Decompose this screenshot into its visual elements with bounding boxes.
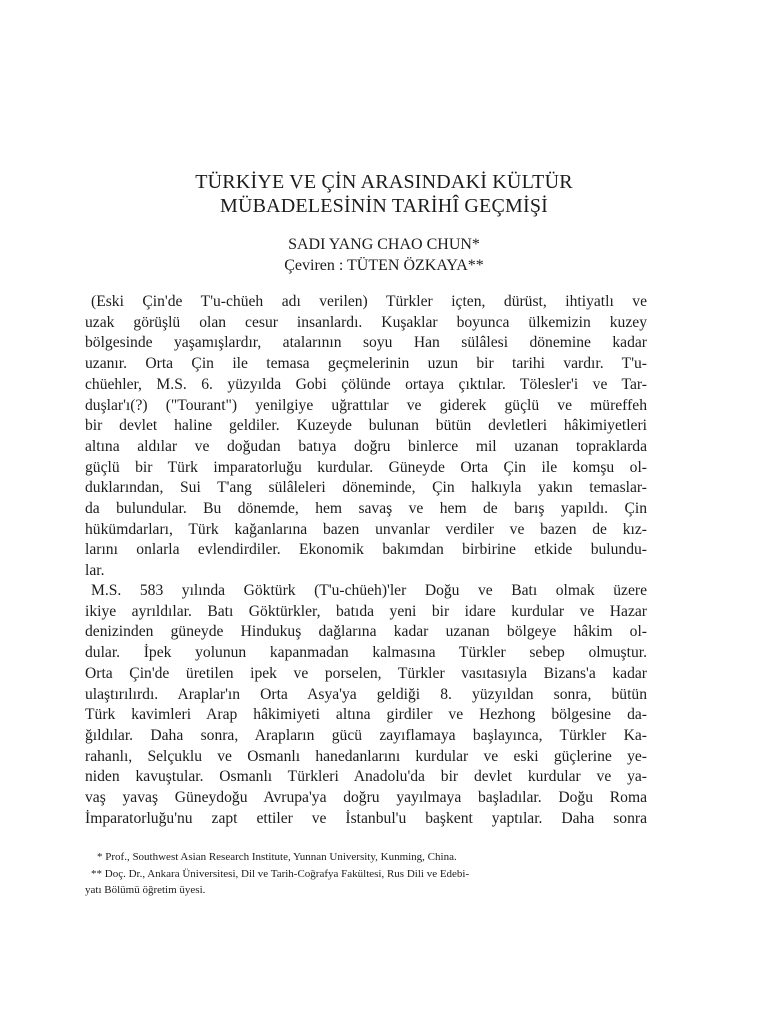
- paragraph-line: altına aldılar ve doğudan batıya doğru binlerce mil uzanan topraklarda: [85, 437, 647, 455]
- paragraph-line: ğıldılar. Daha sonra, Arapların gücü zayıflamaya başlayınca, Türkler Ka-: [85, 726, 647, 744]
- paragraph-1: [85, 292, 647, 582]
- article-title-line-2: MÜBADELESİNİN TARİHÎ GEÇMİŞİ: [219, 195, 549, 217]
- paragraph-line: Orta Çin'de üretilen ipek ve porselen, Türkler vasıtasıyla Bizans'a kadar: [85, 664, 647, 682]
- paragraph-line: duşlar'ı(?) ("Tourant") yenilgiye uğrattılar ve giderek güçlü ve müreffeh: [85, 396, 647, 414]
- paragraph-line: M.S. 583 yılında Göktürk (T'u-chüeh)'ler Doğu ve Batı olmak üzere: [91, 582, 647, 599]
- article-title-line-1: TÜRKİYE VE ÇİN ARASINDAKİ KÜLTÜR: [195, 171, 573, 193]
- paragraph-line: duklarından, Sui T'ang sülâleleri döneminde, Çin halkıyla yakın temaslar-: [85, 479, 647, 497]
- author-name: SADI YANG CHAO CHUN*: [288, 236, 480, 253]
- footnote-1: * Prof., Southwest Asian Research Institute, Yunnan University, Kunming, China.: [97, 851, 457, 863]
- translator-name: Çeviren : TÜTEN ÖZKAYA**: [284, 257, 484, 274]
- footnote-2: ** Doç. Dr., Ankara Üniversitesi, Dil ve Tarih-Coğrafya Fakültesi, Rus Dili ve Edebi-: [91, 867, 470, 880]
- paragraph-line: chüehler, M.S. 6. yüzyılda Gobi çölünde ortaya çıktılar. Tölesler'i ve Tar-: [85, 375, 647, 393]
- paragraph-line: uzanır. Orta Çin ile temasa geçmelerinin uzun bir tarihi vardır. T'u-: [85, 355, 647, 373]
- paragraph-line: İmparatorluğu'nu zapt ettiler ve İstanbul'u başkent yaptılar. Daha sonra: [85, 809, 647, 827]
- paragraph-line: denizinden güneyde Hindukuş dağlarına kadar uzanan bölgeye hâkim ol-: [85, 623, 647, 641]
- paragraph-line: (Eski Çin'de T'u-chüeh adı verilen) Türkler içten, dürüst, ihtiyatlı ve: [91, 293, 647, 310]
- paragraph-line: bir devlet haline geldiler. Kuzeyde bulunan bütün devletleri hâkimiyetleri: [85, 417, 647, 435]
- paragraph-line: uzak görüşlü olan cesur insanlardı. Kuşaklar boyunca ülkemizin kuzey: [85, 313, 647, 331]
- paragraph-2: [85, 581, 647, 829]
- paragraph-line: niden kavuştular. Osmanlı Türkleri Anadolu'da bir devlet kurdular ve ya-: [85, 768, 647, 786]
- paragraph-line: larını onlarla evlendirdiler. Ekonomik bakımdan birbirine etkide bulundu-: [85, 541, 647, 559]
- paragraph-line: da bulundular. Bu dönemde, hem savaş ve hem de barış yapıldı. Çin: [85, 500, 647, 518]
- paragraph-line: ulaştırılırdı. Araplar'ın Orta Asya'ya geldiği 8. yüzyıldan sonra, bütün: [85, 685, 647, 703]
- paragraph-line: lar.: [85, 562, 105, 580]
- footnote-2-continuation: yatı Bölümü öğretim üyesi.: [85, 884, 206, 896]
- paragraph-line: rahanlı, Selçuklu ve Osmanlı hanedanlarını kurdular ve eski güçlerine ye-: [85, 747, 647, 765]
- paragraph-line: dular. İpek yolunun kapanmadan kalmasına Türkler sebep olmuştur.: [85, 644, 647, 662]
- paragraph-line: hükümdarları, Türk kağanlarına bazen unvanlar verdiler ve bazen de kız-: [85, 520, 647, 538]
- paragraph-line: ikiye ayrıldılar. Batı Göktürkler, batıda yeni bir idare kurdular ve Hazar: [85, 602, 647, 620]
- paragraph-line: bölgesinde yaşamışlardır, atalarının soyu Han sülâlesi dönemine kadar: [85, 334, 647, 352]
- paragraph-line: Türk kavimleri Arap hâkimiyeti altına girdiler ve Hezhong bölgesine da-: [85, 706, 647, 724]
- paragraph-line: güçlü bir Türk imparatorluğu kurdular. Güneyde Orta Çin ile komşu ol-: [85, 458, 647, 476]
- paragraph-line: vaş yavaş Güneydoğu Avrupa'ya doğru yayılmaya başladılar. Doğu Roma: [85, 789, 647, 807]
- footnotes: [85, 849, 647, 899]
